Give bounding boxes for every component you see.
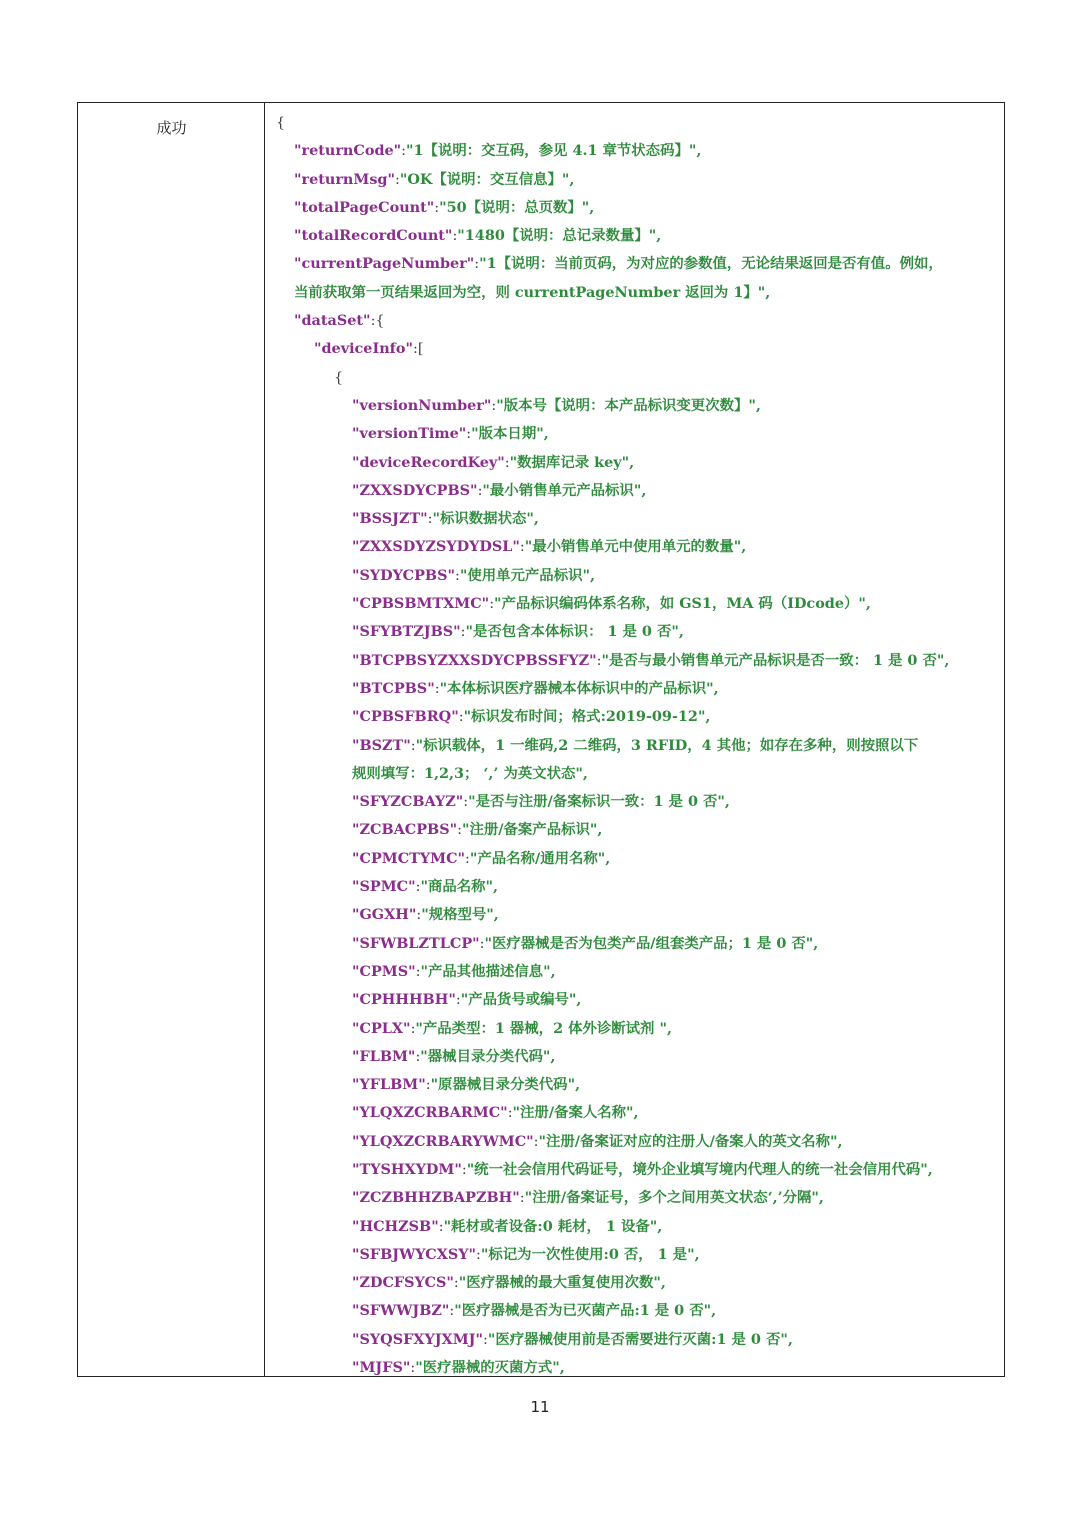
code-separator: : — [415, 879, 421, 896]
code-line — [266, 222, 998, 250]
code-line — [266, 562, 998, 590]
json-key: "SYDYCPBS" — [352, 566, 455, 584]
json-value: "最小销售单元中使用单元的数量", — [524, 538, 747, 556]
code-line — [266, 1015, 998, 1043]
code-separator: : — [449, 1303, 455, 1320]
json-key: "CPMS" — [352, 962, 416, 980]
code-punctuation: { — [334, 369, 344, 386]
json-value: 当前获取第一页结果返回为空，则 currentPageNumber 返回为 1】", — [294, 283, 771, 301]
code-line — [266, 194, 998, 222]
json-value: "原器械目录分类代码", — [430, 1076, 581, 1094]
code-separator: : — [596, 652, 602, 669]
code-separator: : — [410, 737, 416, 754]
json-key: "CPLX" — [352, 1019, 411, 1037]
json-value: "规格型号", — [421, 906, 499, 924]
json-key: "totalRecordCount" — [294, 227, 453, 245]
code-line — [266, 1326, 998, 1354]
json-value: "标记为一次性使用:0 否， 1 是", — [480, 1245, 700, 1263]
code-separator: : — [434, 680, 440, 697]
json-key: "dataSet" — [294, 312, 371, 330]
json-value: "产品标识编码体系名称，如 GS1，MA 码（IDcode）", — [494, 595, 871, 613]
json-key: "returnCode" — [294, 142, 402, 160]
code-separator: : — [415, 1048, 421, 1065]
json-key: "versionTime" — [352, 425, 467, 443]
code-separator: : — [457, 822, 462, 839]
code-line — [266, 1354, 998, 1376]
response-example-cell — [266, 103, 1004, 1376]
json-value: "注册/备案证号，多个之间用英文状态‘,’分隔", — [524, 1189, 824, 1207]
code-line — [266, 420, 998, 448]
code-separator: : — [452, 228, 458, 245]
code-line — [266, 364, 998, 392]
code-separator: : — [491, 397, 497, 414]
json-key: "YLQXZCRBARYWMC" — [352, 1132, 534, 1150]
code-separator: : — [453, 1275, 459, 1292]
json-key: "totalPageCount" — [294, 198, 435, 216]
code-line — [266, 533, 998, 561]
code-line — [266, 1043, 998, 1071]
json-key: "TYSHXYDM" — [352, 1160, 462, 1178]
json-key: "BTCPBS" — [352, 679, 435, 697]
json-value: "耗材或者设备:0 耗材， 1 设备", — [443, 1217, 663, 1235]
json-code-block — [266, 109, 998, 1376]
code-line — [266, 788, 998, 816]
code-separator: : — [458, 709, 464, 726]
code-line — [266, 760, 998, 788]
code-line — [266, 477, 998, 505]
json-key: "deviceRecordKey" — [352, 453, 505, 471]
code-punctuation: [ — [417, 341, 424, 358]
code-line — [266, 958, 998, 986]
json-value: "标识数据状态", — [432, 510, 539, 528]
code-line — [266, 1156, 998, 1184]
json-key: "SFWBLZTLCP" — [352, 934, 480, 952]
code-separator: : — [455, 567, 460, 584]
json-key: "SFYZCBAYZ" — [352, 793, 464, 811]
json-key: "SFBJWYCXSY" — [352, 1245, 477, 1263]
code-line — [266, 307, 998, 335]
code-separator: : — [370, 313, 376, 330]
json-value: "版本号【说明：本产品标识变更次数】", — [496, 396, 761, 414]
json-value: "注册/备案产品标识", — [461, 821, 603, 839]
json-key: "MJFS" — [352, 1359, 411, 1376]
json-key: "YLQXZCRBARMC" — [352, 1104, 508, 1122]
code-separator: : — [410, 1020, 416, 1037]
response-table — [77, 102, 1005, 1377]
json-key: "versionNumber" — [352, 396, 492, 414]
json-value: "医疗器械使用前是否需要进行灭菌:1 是 0 否", — [487, 1330, 793, 1348]
json-value: "注册/备案证对应的注册人/备案人的英文名称", — [538, 1132, 843, 1150]
code-line — [266, 392, 998, 420]
json-value: "是否与注册/备案标识一致：1 是 0 否", — [468, 793, 730, 811]
json-value: "50【说明：总页数】", — [439, 198, 595, 216]
status-label: 成功 — [156, 119, 187, 137]
code-line — [266, 1241, 998, 1269]
json-value: "标识发布时间；格式:2019-09-12", — [463, 708, 711, 726]
code-separator: : — [463, 794, 469, 811]
json-value: "OK【说明：交互信息】", — [399, 170, 575, 188]
code-line — [266, 675, 998, 703]
json-value: "产品货号或编号", — [460, 991, 582, 1009]
code-separator: : — [412, 341, 418, 358]
json-value: "是否与最小销售单元产品标识是否一致： 1 是 0 否", — [601, 651, 950, 669]
json-key: "ZCBACPBS" — [352, 821, 458, 839]
code-line — [266, 618, 998, 646]
code-separator: : — [519, 539, 525, 556]
json-value: "1480【说明：总记录数量】", — [457, 227, 662, 245]
json-value: "产品其他描述信息", — [420, 962, 556, 980]
json-value: 规则填写：1,2,3； ‘,’ 为英文状态", — [352, 764, 588, 782]
json-value: "版本日期", — [471, 425, 549, 443]
code-separator: : — [425, 1077, 431, 1094]
json-key: "SYQSFXYJXMJ" — [352, 1330, 483, 1348]
code-separator: : — [533, 1133, 539, 1150]
json-key: "ZDCFSYCS" — [352, 1274, 454, 1292]
code-separator: : — [476, 1246, 481, 1263]
json-value: "产品名称/通用名称", — [469, 849, 611, 867]
code-line — [266, 930, 998, 958]
code-separator: : — [482, 1331, 488, 1348]
code-line — [266, 1184, 998, 1212]
json-value: "器械目录分类代码", — [420, 1047, 556, 1065]
json-value: "是否包含本体标识： 1 是 0 否", — [465, 623, 684, 641]
json-value: "产品类型：1 器械，2 体外诊断试剂 ", — [415, 1019, 672, 1037]
code-line — [266, 166, 998, 194]
json-value: "数据库记录 key", — [509, 453, 635, 471]
json-value: "1【说明：当前页码，为对应的参数值，无论结果返回是否有值。例如， — [479, 255, 943, 273]
json-value: "本体标识医疗器械本体标识中的产品标识", — [439, 679, 719, 697]
code-separator: : — [466, 426, 472, 443]
json-key: "SFYBTZJBS" — [352, 623, 461, 641]
code-line — [266, 590, 998, 618]
code-separator: : — [416, 907, 422, 924]
code-line — [266, 873, 998, 901]
code-line — [266, 279, 998, 307]
status-cell — [78, 103, 265, 1376]
code-separator: : — [438, 1218, 444, 1235]
json-key: "ZXXSDYZSYDYDSL" — [352, 538, 520, 556]
json-value: "医疗器械的最大重复使用次数", — [458, 1274, 666, 1292]
code-separator: : — [479, 935, 485, 952]
json-value: "注册/备案人名称", — [512, 1104, 639, 1122]
json-key: "ZCZBHHZBAPZBH" — [352, 1189, 520, 1207]
json-key: "SFWWJBZ" — [352, 1302, 450, 1320]
code-line — [266, 986, 998, 1014]
code-separator: : — [434, 199, 440, 216]
json-key: "BSZT" — [352, 736, 411, 754]
json-key: "BSSJZT" — [352, 510, 428, 528]
code-punctuation: { — [375, 313, 385, 330]
code-separator: : — [410, 1360, 416, 1376]
code-line — [266, 335, 998, 363]
json-key: "FLBM" — [352, 1047, 416, 1065]
code-separator: : — [489, 596, 495, 613]
json-key: "CPMCTYMC" — [352, 849, 466, 867]
code-separator: : — [507, 1105, 513, 1122]
json-value: "1【说明：交互码，参见 4.1 章节状态码】", — [406, 142, 702, 160]
json-key: "CPBSFBRQ" — [352, 708, 459, 726]
code-separator: : — [401, 143, 407, 160]
code-line — [266, 1128, 998, 1156]
code-separator: : — [519, 1190, 525, 1207]
json-value: "医疗器械的灭菌方式", — [415, 1359, 565, 1376]
code-separator: : — [415, 963, 421, 980]
json-key: "GGXH" — [352, 906, 417, 924]
code-punctuation: { — [276, 115, 286, 131]
code-line — [266, 1213, 998, 1241]
code-separator: : — [477, 482, 483, 499]
code-line — [266, 732, 998, 760]
json-key: "SPMC" — [352, 878, 416, 896]
code-separator: : — [455, 992, 461, 1009]
code-separator: : — [504, 454, 510, 471]
json-key: "currentPageNumber" — [294, 255, 475, 273]
code-line — [266, 647, 998, 675]
code-line — [266, 449, 998, 477]
json-value: "医疗器械是否为已灭菌产品:1 是 0 否", — [454, 1302, 717, 1320]
code-separator: : — [460, 624, 466, 641]
json-key: "YFLBM" — [352, 1076, 426, 1094]
json-key: "BTCPBSYZXXSDYCPBSSFYZ" — [352, 651, 597, 669]
code-line — [266, 845, 998, 873]
page-number: 11 — [530, 1398, 550, 1416]
code-line — [266, 1297, 998, 1325]
json-value: "标识载体，1 一维码,2 二维码，3 RFID，4 其他；如存在多种，则按照以下 — [415, 736, 919, 754]
json-value: "医疗器械是否为包类产品/组套类产品；1 是 0 否", — [484, 934, 819, 952]
code-line — [266, 109, 998, 137]
code-separator: : — [427, 511, 433, 528]
code-line — [266, 816, 998, 844]
json-value: "商品名称", — [420, 878, 499, 896]
json-key: "ZXXSDYCPBS" — [352, 481, 478, 499]
code-line — [266, 250, 998, 278]
code-separator: : — [394, 171, 400, 188]
json-key: "CPHHHBH" — [352, 991, 456, 1009]
code-separator: : — [474, 256, 480, 273]
json-key: "returnMsg" — [294, 170, 395, 188]
code-line — [266, 1099, 998, 1127]
json-value: "统一社会信用代码证号，境外企业填写境内代理人的统一社会信用代码", — [466, 1160, 933, 1178]
code-line — [266, 703, 998, 731]
json-key: "deviceInfo" — [314, 340, 413, 358]
code-line — [266, 137, 998, 165]
json-key: "CPBSBMTXMC" — [352, 595, 490, 613]
code-line — [266, 1269, 998, 1297]
code-separator: : — [461, 1161, 467, 1178]
json-value: "最小销售单元产品标识", — [482, 481, 647, 499]
json-key: "HCHZSB" — [352, 1217, 439, 1235]
code-line — [266, 505, 998, 533]
code-line — [266, 1071, 998, 1099]
code-separator: : — [465, 850, 470, 867]
json-value: "使用单元产品标识", — [459, 566, 595, 584]
code-line — [266, 901, 998, 929]
